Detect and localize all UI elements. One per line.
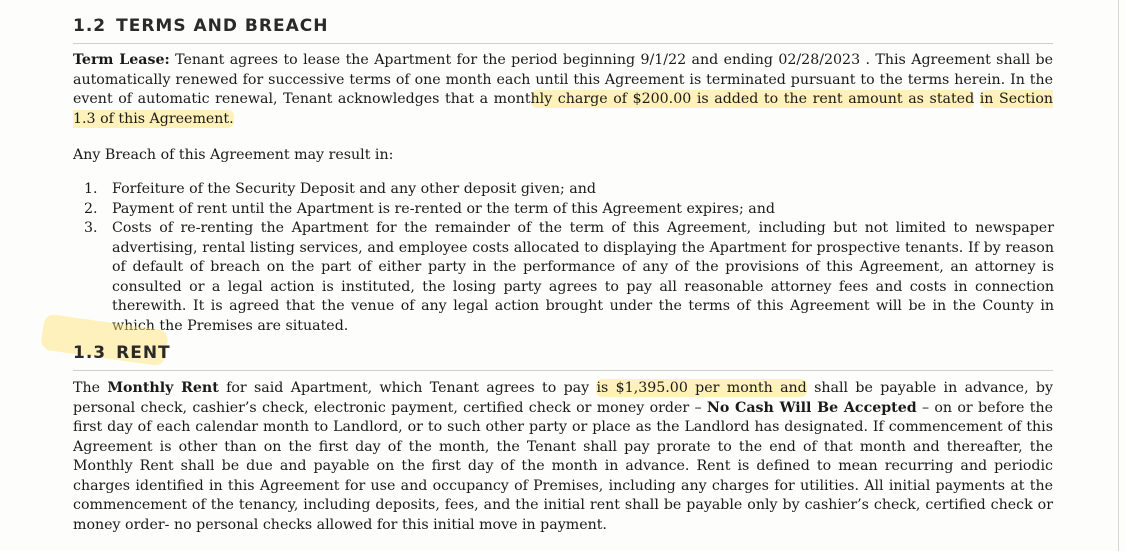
page-edge [1118, 0, 1119, 551]
list-item-text: Costs of re-renting the Apartment for the remainder of the term of this Agreement, including but not limited to newspaper advertising, rental listing services, and employee costs allocated to displaying the Apartment for prospective tenants. If by reason of default of breach on the part of either party in the performance of any of the provisions of this Agreement, an attorney is consulted or a legal action is instituted, the losing party agrees to pay all reasonable attorney fees and costs in connection therewith. It is agreed that the venue of any legal action brought under the terms of this Agreement will be in the County in which the Premises are situated. [112, 220, 1054, 334]
rent-paragraph [73, 379, 1053, 535]
section-divider [73, 370, 1053, 371]
rent-text: – on or before the first day of each calendar month to Landlord, or to such other party or place as the Landlord has designated. If commencement of this Agreement is other than on the first day of the month, the Tenant shall pay prorate to the end of that month and thereafter, the Monthly Rent shall be due and payable on the first day of the month in advance. Rent is defined to mean recurring and periodic charges identified in this Agreement for use and occupancy of Premises, including any charges for utilities. All initial payments at the commencement of the tenancy, including deposits, fees, and the initial rent shall be payable only by cashier’s check, certified check or money order- no personal checks allowed for this initial move in payment. [73, 399, 1053, 533]
section-title: RENT [116, 343, 171, 363]
section-divider [73, 43, 1053, 44]
no-cash-notice: No Cash Will Be Accepted [706, 399, 917, 416]
term-lease-space [974, 91, 980, 107]
list-item-number: 1. [84, 181, 98, 197]
section-title: TERMS AND BREACH [116, 16, 329, 36]
list-item [84, 200, 1054, 220]
list-item-text: Forfeiture of the Security Deposit and any other deposit given; and [112, 181, 596, 197]
list-item-number: 3. [84, 220, 98, 236]
highlight-rent-amount: is $1,395.00 per month and [596, 380, 807, 396]
section-1-3-heading [73, 343, 171, 363]
list-item [84, 180, 1054, 200]
term-lease-paragraph [73, 51, 1053, 129]
rent-text-start: The [73, 380, 108, 396]
highlight-renewal-charge: hly charge of $200.00 is added to the rent amount as stated [530, 91, 975, 107]
breach-intro: Any Breach of this Agreement may result in: [73, 147, 394, 163]
monthly-rent-term: Monthly Rent [107, 380, 219, 396]
section-number: 1.2 [73, 16, 107, 36]
section-number: 1.3 [73, 343, 107, 363]
breach-list [84, 180, 1054, 336]
term-lease-label: Term Lease: [73, 52, 170, 68]
list-item-number: 2. [84, 200, 98, 217]
rent-text: for said Apartment, which Tenant agrees to pay [218, 380, 597, 396]
term-lease-text: Tenant agrees to lease the Apartment for the period beginning 9/1/22 and ending 02/28/2023 . This Agreement shall be automatically renewed for successive terms of one month each until this Agreement is terminated pursuant to the terms herein. In the event of automatic renewal, Tenant acknowledges that a mont [73, 52, 1054, 107]
list-item-text: Payment of rent until the Apartment is re-rented or the term of this Agreement expires; and [112, 200, 775, 217]
rent-text: shall be payable in advance, by personal check, cashier’s check, electronic payment, certified check or money order – [73, 380, 1054, 416]
section-1-2-heading [73, 16, 328, 36]
list-item [84, 219, 1054, 336]
highlight-section-reference: in Section 1.3 of this Agreement. [73, 91, 1053, 127]
